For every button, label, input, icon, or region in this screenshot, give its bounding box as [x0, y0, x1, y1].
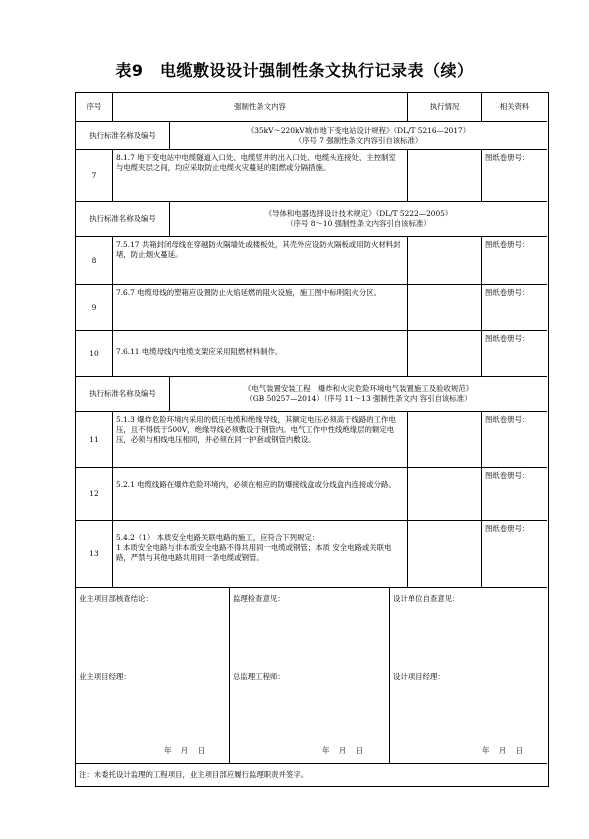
- designer-date: 年 月 日: [482, 746, 524, 755]
- item-status-cell[interactable]: [408, 150, 482, 201]
- item-seq: 8: [76, 237, 113, 284]
- item-content: 5.2.1 电缆线路在爆炸危险环境内，必须在相应的防爆接线盒或分线盒内连接或分路。: [113, 468, 408, 520]
- supervisor-signoff[interactable]: [230, 588, 390, 763]
- table-row: [76, 150, 547, 202]
- signoff-row: [76, 588, 547, 764]
- item-drawing-no: 图纸卷册号：: [485, 240, 530, 249]
- item-status-cell[interactable]: [408, 468, 482, 520]
- designer-opinion-label: 设计单位自查意见：: [393, 594, 460, 603]
- item-drawing-no: 图纸卷册号：: [485, 415, 530, 424]
- item-seq: 12: [76, 468, 113, 520]
- item-seq: 7: [76, 150, 113, 201]
- standard-name: 《电气装置安装工程 爆炸和火灾危险环境电气装置施工及验收规范》 （GB 50257—2014）（序号 11～13 强制性条文内 容引自该标准）: [243, 384, 474, 403]
- chief-supervisor-label: 总监理工程师：: [233, 672, 285, 681]
- standard-name: 《导体和电器选择设计技术规定》（DL/T 5222—2005） （序号 8～10 强制性条文内容引自该标准）: [264, 209, 453, 228]
- item-status-cell[interactable]: [408, 521, 482, 587]
- header-seq: 序号: [76, 93, 113, 121]
- item-status-cell[interactable]: [408, 412, 482, 467]
- standard-label: 执行标准名称及编号: [76, 377, 170, 411]
- item-content: 8.1.7 地下变电站中电缆隧道入口处、电缆竖井的出入口处、电缆头连接处、主控制室与电缆夹层之间，均应采取防止电缆火灾蔓延的阻燃或分隔措施。: [113, 150, 408, 201]
- owner-manager-label: 业主项目经理：: [79, 672, 131, 681]
- item-content: 7.5.17 共箱封闭母线在穿越防火隔墙处或楼板处，其壳外应设防火隔板或用防火材料封堵，防止烟火蔓延。: [113, 237, 408, 284]
- item-content: 7.6.7 电缆母线的塑箱应设置防止火焰延燃的阻火设施，施工图中标明阻火分区。: [113, 285, 408, 330]
- item-seq: 9: [76, 285, 113, 330]
- header-related: 相关资料: [499, 102, 530, 111]
- standard-row: [76, 202, 547, 237]
- item-status-cell[interactable]: [408, 237, 482, 284]
- item-status-cell[interactable]: [408, 331, 482, 376]
- standard-label: 执行标准名称及编号: [76, 122, 170, 149]
- item-status-cell[interactable]: [408, 285, 482, 330]
- item-content: 5.4.2（1） 本质安全电路关联电路的施工，应符合下列规定： 1 本质安全电路与非本质安全电路不得共用同一电缆或钢管；本质 安全电路或关联电路，严禁与其他电路共用同一条电缆或钢管。: [113, 521, 408, 587]
- table-header-row: [76, 93, 547, 122]
- item-seq: 13: [76, 521, 113, 587]
- table-note: 注：未委托设计监理的工程项目，业主项目部应履行监理职责并签字。: [79, 769, 309, 779]
- item-drawing-no: 图纸卷册号：: [485, 153, 530, 162]
- item-drawing-no: 图纸卷册号：: [485, 471, 530, 480]
- supervisor-date: 年 月 日: [322, 746, 364, 755]
- standard-row: [76, 377, 547, 412]
- design-manager-label: 设计项目经理：: [393, 672, 445, 681]
- table-row: [76, 237, 547, 285]
- owner-signoff[interactable]: [76, 588, 230, 763]
- standard-row: [76, 122, 547, 150]
- item-seq: 11: [76, 412, 113, 467]
- header-status: 执行情况: [408, 93, 482, 121]
- table-row: [76, 285, 547, 331]
- standard-name: 《35kV～220kV城市地下变电站设计规程》（DL/T 5216—2017） （序号 7 强制性条文内容引自该标准）: [246, 125, 471, 145]
- item-seq: 10: [76, 331, 113, 376]
- table-row: [76, 468, 547, 521]
- item-drawing-no: 图纸卷册号：: [485, 524, 530, 533]
- table-row: [76, 331, 547, 377]
- standard-label: 执行标准名称及编号: [76, 202, 170, 236]
- designer-signoff[interactable]: [390, 588, 547, 763]
- item-drawing-no: 图纸卷册号：: [485, 288, 530, 297]
- note-row: [76, 764, 547, 785]
- record-table: [75, 92, 549, 787]
- table-row: [76, 521, 547, 588]
- supervisor-opinion-label: 监理检查意见：: [233, 594, 285, 603]
- table-row: [76, 412, 547, 468]
- owner-date: 年 月 日: [164, 746, 206, 755]
- header-content: 强制性条文内容: [113, 93, 408, 121]
- item-drawing-no: 图纸卷册号：: [485, 334, 530, 343]
- owner-opinion-label: 业主项目部核查结论：: [79, 594, 153, 603]
- item-content: 7.6.11 电缆母线内电缆支架应采用阻燃材料制作。: [113, 331, 408, 376]
- table-title: 表9 电缆敷设设计强制性条文执行记录表（续）: [115, 61, 474, 80]
- item-content: 5.1.3 爆炸危险环境内采用的低压电缆和绝缘导线，其额定电压必须高于线路的工作电压，且不得低于500V，绝缘导线必须敷设于钢管内。电气工作中性线绝缘层的额定电压，必须与相线电压相同，并必须在同一护套或钢管内敷设。: [113, 412, 408, 467]
